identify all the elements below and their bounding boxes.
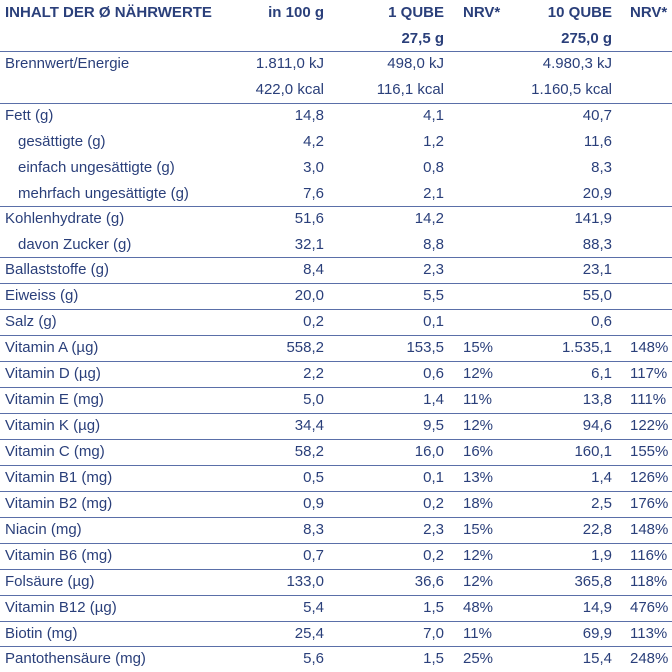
table-row xyxy=(0,309,672,335)
table-row xyxy=(0,103,672,129)
row-value-100g: 0,9 xyxy=(303,495,324,512)
row-label: Niacin (mg) xyxy=(5,521,82,538)
row-label: Salz (g) xyxy=(5,313,57,330)
row-value-10qube: 11,6 xyxy=(583,133,612,150)
row-value-10qube: 1.535,1 xyxy=(561,339,612,356)
row-value-100g: 25,4 xyxy=(294,625,324,642)
header-col-100g: in 100 g xyxy=(268,4,324,21)
row-value-10qube: 365,8 xyxy=(574,573,612,590)
row-nrv-10qube: 176% xyxy=(630,495,669,512)
header-title: INHALT DER Ø NÄHRWERTE xyxy=(5,4,212,21)
table-row xyxy=(0,439,672,465)
row-value-10qube: 0,6 xyxy=(591,313,612,330)
energy-kcal-10qube: 1.160,5 kcal xyxy=(531,81,612,98)
row-value-1qube: 1,5 xyxy=(423,599,444,616)
row-label: Vitamin C (mg) xyxy=(5,443,105,460)
row-nrv-1qube: 12% xyxy=(463,417,494,434)
row-value-100g: 14,8 xyxy=(294,107,324,124)
row-value-1qube: 36,6 xyxy=(414,573,444,590)
energy-kj-row xyxy=(0,51,672,77)
row-value-1qube: 8,8 xyxy=(423,236,444,253)
row-value-10qube: 22,8 xyxy=(582,521,612,538)
table-row xyxy=(0,206,672,232)
row-label: davon Zucker (g) xyxy=(18,236,132,253)
header-weight-row xyxy=(0,26,672,52)
row-value-1qube: 2,3 xyxy=(423,261,444,278)
energy-kj-100g: 1.811,0 kJ xyxy=(255,55,324,72)
row-value-10qube: 6,1 xyxy=(591,365,612,382)
row-value-10qube: 160,1 xyxy=(574,443,612,460)
energy-kj-10qube: 4.980,3 kJ xyxy=(542,55,612,72)
table-row xyxy=(0,387,672,413)
row-label: Vitamin B6 (mg) xyxy=(5,547,113,564)
row-nrv-1qube: 16% xyxy=(463,443,494,460)
table-row xyxy=(0,413,672,439)
row-value-1qube: 1,2 xyxy=(423,133,444,150)
row-nrv-10qube: 476% xyxy=(630,599,669,616)
row-value-100g: 0,5 xyxy=(303,469,324,486)
table-row xyxy=(0,621,672,647)
row-nrv-10qube: 126% xyxy=(630,469,669,486)
table-row xyxy=(0,361,672,387)
row-value-100g: 34,4 xyxy=(294,417,324,434)
row-value-100g: 7,6 xyxy=(303,185,324,202)
row-value-1qube: 2,3 xyxy=(423,521,444,538)
table-row xyxy=(0,491,672,517)
row-value-100g: 0,7 xyxy=(303,547,324,564)
row-label: Eiweiss (g) xyxy=(5,287,79,304)
row-nrv-10qube: 122% xyxy=(630,417,669,434)
table-row xyxy=(0,155,672,181)
row-value-1qube: 4,1 xyxy=(423,107,444,124)
table-row xyxy=(0,646,672,672)
row-value-100g: 8,4 xyxy=(303,261,324,278)
row-label: Fett (g) xyxy=(5,107,54,124)
row-label: Pantothensäure (mg) xyxy=(5,650,146,667)
row-nrv-10qube: 155% xyxy=(630,443,669,460)
header-col-nrv-1: NRV* xyxy=(463,4,501,21)
row-nrv-10qube: 116% xyxy=(630,547,668,564)
row-nrv-1qube: 15% xyxy=(463,521,494,538)
row-nrv-1qube: 48% xyxy=(463,599,494,616)
header-row xyxy=(0,0,672,26)
row-nrv-10qube: 113% xyxy=(630,625,668,642)
row-value-100g: 58,2 xyxy=(294,443,324,460)
row-value-100g: 5,6 xyxy=(303,650,324,667)
row-value-1qube: 0,2 xyxy=(423,547,444,564)
table-row xyxy=(0,595,672,621)
row-value-100g: 0,2 xyxy=(303,313,324,330)
row-label: Biotin (mg) xyxy=(5,625,78,642)
row-nrv-10qube: 118% xyxy=(630,573,668,590)
row-value-10qube: 13,8 xyxy=(582,391,612,408)
row-value-1qube: 153,5 xyxy=(406,339,444,356)
row-value-1qube: 9,5 xyxy=(423,417,444,434)
header-weight-10qube: 275,0 g xyxy=(561,30,612,47)
row-nrv-1qube: 12% xyxy=(463,365,494,382)
row-label: Vitamin B12 (µg) xyxy=(5,599,117,616)
row-value-10qube: 88,3 xyxy=(582,236,612,253)
row-nrv-10qube: 148% xyxy=(630,521,669,538)
row-value-100g: 51,6 xyxy=(294,210,324,227)
row-value-10qube: 1,4 xyxy=(591,469,612,486)
energy-kcal-row xyxy=(0,77,672,103)
row-label: Vitamin B2 (mg) xyxy=(5,495,113,512)
row-value-10qube: 8,3 xyxy=(591,159,612,176)
row-value-1qube: 0,1 xyxy=(423,469,444,486)
row-value-1qube: 0,8 xyxy=(423,159,444,176)
row-label: Vitamin K (µg) xyxy=(5,417,101,434)
row-value-100g: 133,0 xyxy=(286,573,324,590)
row-value-10qube: 1,9 xyxy=(591,547,612,564)
row-value-10qube: 141,9 xyxy=(574,210,612,227)
row-nrv-1qube: 12% xyxy=(463,573,494,590)
row-label: Kohlenhydrate (g) xyxy=(5,210,125,227)
row-value-10qube: 69,9 xyxy=(582,625,612,642)
row-value-100g: 558,2 xyxy=(286,339,324,356)
row-value-1qube: 0,6 xyxy=(423,365,444,382)
row-value-1qube: 14,2 xyxy=(414,210,444,227)
energy-kj-1qube: 498,0 kJ xyxy=(387,55,444,72)
row-value-1qube: 0,2 xyxy=(423,495,444,512)
row-value-10qube: 23,1 xyxy=(582,261,612,278)
row-nrv-1qube: 12% xyxy=(463,547,494,564)
table-row xyxy=(0,129,672,155)
table-row xyxy=(0,181,672,207)
table-row xyxy=(0,543,672,569)
header-weight-1qube: 27,5 g xyxy=(401,30,444,47)
row-value-100g: 5,0 xyxy=(303,391,324,408)
row-value-1qube: 5,5 xyxy=(423,287,444,304)
row-value-100g: 5,4 xyxy=(303,599,324,616)
row-label: einfach ungesättigte (g) xyxy=(18,159,175,176)
row-value-10qube: 40,7 xyxy=(582,107,612,124)
row-value-10qube: 55,0 xyxy=(582,287,612,304)
row-value-10qube: 20,9 xyxy=(582,185,612,202)
row-nrv-1qube: 11% xyxy=(463,391,492,408)
row-label: Ballaststoffe (g) xyxy=(5,261,109,278)
row-label: Vitamin A (µg) xyxy=(5,339,99,356)
table-row xyxy=(0,283,672,309)
table-row xyxy=(0,465,672,491)
row-value-100g: 3,0 xyxy=(303,159,324,176)
row-value-10qube: 14,9 xyxy=(582,599,612,616)
row-value-10qube: 94,6 xyxy=(582,417,612,434)
energy-kcal-100g: 422,0 kcal xyxy=(255,81,324,98)
row-value-1qube: 0,1 xyxy=(423,313,444,330)
row-value-10qube: 2,5 xyxy=(591,495,612,512)
row-value-100g: 2,2 xyxy=(303,365,324,382)
row-label: mehrfach ungesättigte (g) xyxy=(18,185,189,202)
row-nrv-10qube: 117% xyxy=(630,365,668,382)
row-value-10qube: 15,4 xyxy=(582,650,612,667)
row-value-100g: 4,2 xyxy=(303,133,324,150)
header-col-nrv-10: NRV* xyxy=(630,4,668,21)
row-value-100g: 32,1 xyxy=(294,236,324,253)
table-row xyxy=(0,517,672,543)
row-value-100g: 20,0 xyxy=(294,287,324,304)
row-label: gesättigte (g) xyxy=(18,133,106,150)
row-nrv-10qube: 111% xyxy=(630,391,667,408)
row-value-1qube: 1,4 xyxy=(423,391,444,408)
header-col-1qube: 1 QUBE xyxy=(388,4,444,21)
row-label: Folsäure (µg) xyxy=(5,573,95,590)
row-nrv-1qube: 18% xyxy=(463,495,494,512)
row-nrv-1qube: 13% xyxy=(463,469,494,486)
row-value-100g: 8,3 xyxy=(303,521,324,538)
row-nrv-10qube: 148% xyxy=(630,339,669,356)
row-label: Vitamin D (µg) xyxy=(5,365,101,382)
row-nrv-10qube: 248% xyxy=(630,650,669,667)
row-label: Vitamin B1 (mg) xyxy=(5,469,113,486)
row-value-1qube: 7,0 xyxy=(423,625,444,642)
energy-label: Brennwert/Energie xyxy=(5,55,130,72)
row-label: Vitamin E (mg) xyxy=(5,391,104,408)
row-nrv-1qube: 11% xyxy=(463,625,492,642)
table-row xyxy=(0,335,672,361)
row-nrv-1qube: 25% xyxy=(463,650,494,667)
row-nrv-1qube: 15% xyxy=(463,339,494,356)
table-row xyxy=(0,232,672,258)
row-value-1qube: 16,0 xyxy=(414,443,444,460)
table-row xyxy=(0,569,672,595)
row-value-1qube: 2,1 xyxy=(423,185,444,202)
energy-kcal-1qube: 116,1 kcal xyxy=(376,81,444,98)
row-value-1qube: 1,5 xyxy=(423,650,444,667)
table-row xyxy=(0,257,672,283)
header-col-10qube: 10 QUBE xyxy=(547,4,612,21)
